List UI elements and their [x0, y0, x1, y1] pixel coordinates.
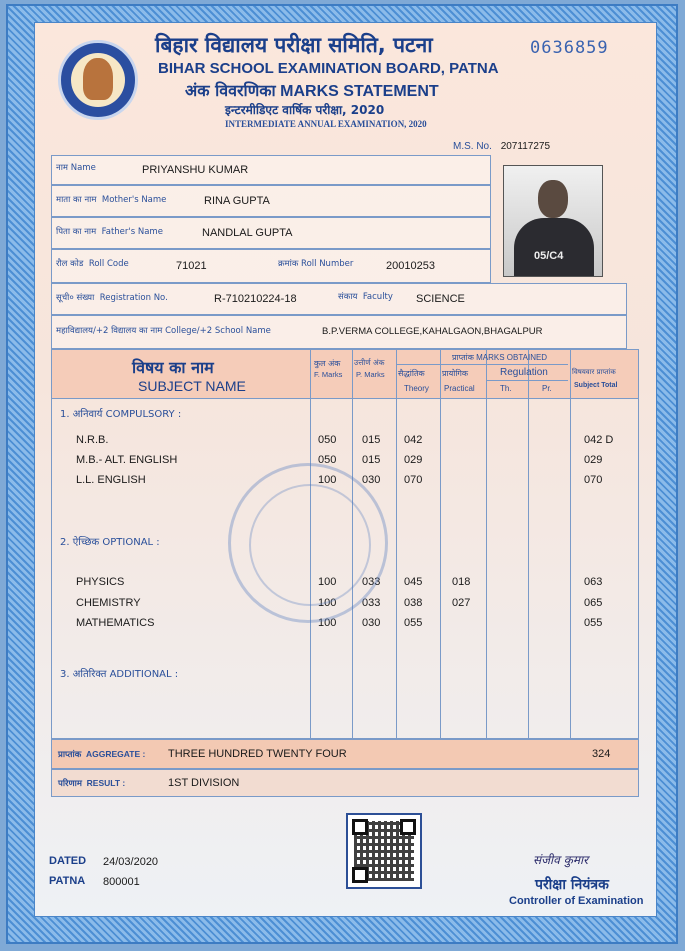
ms-no-label: M.S. No. — [453, 141, 492, 152]
faculty-label-hindi: संकाय — [338, 292, 358, 302]
roll-row — [51, 249, 491, 283]
name-label: Name — [70, 163, 96, 173]
total-header-hindi: विषयवार प्राप्तांक — [572, 368, 616, 376]
board-name-hindi: बिहार विद्यालय परीक्षा समिति, पटना — [155, 33, 433, 57]
obtained-header-hindi: प्राप्तांक — [452, 353, 474, 362]
reg-label-hindi: सूची० संख्या — [56, 293, 95, 303]
college-label-hindi: महाविद्यालय/+2 विद्यालय का नाम — [56, 326, 163, 336]
dated-label: DATED — [49, 855, 87, 867]
optional-section-label: 2. ऐच्छिक OPTIONAL : — [60, 537, 160, 548]
candidate-name: PRIYANSHU KUMAR — [142, 164, 249, 176]
compulsory-section-label: 1. अनिवार्य COMPULSORY : — [60, 409, 182, 420]
regulation-pr-header: Pr. — [542, 384, 552, 393]
reg-label: Registration No. — [99, 293, 168, 303]
exam-name-english: INTERMEDIATE ANNUAL EXAMINATION, 2020 — [225, 119, 427, 129]
roll-number-label-hindi: क्रमांक — [278, 259, 299, 269]
theory-marks: 045 — [404, 576, 423, 588]
theory-marks: 055 — [404, 617, 423, 629]
aggregate-value: 324 — [592, 748, 611, 760]
exam-name-hindi: इन्टरमीडिएट वार्षिक परीक्षा, 2020 — [225, 103, 385, 117]
subject-name: N.R.B. — [76, 434, 109, 446]
roll-code-value: 71021 — [176, 260, 207, 272]
aggregate-label-hindi: प्राप्तांक — [58, 750, 82, 760]
practical-header: Practical — [444, 384, 475, 393]
college-row — [51, 315, 627, 349]
regulation-th-header: Th. — [500, 384, 512, 393]
roll-code-label-hindi: रौल कोड — [56, 259, 84, 269]
subject-header-hindi: विषय का नाम — [132, 358, 214, 377]
pass-marks: 030 — [362, 617, 381, 629]
theory-marks: 042 — [404, 434, 423, 446]
father-row — [51, 217, 491, 249]
subject-total: 070 — [584, 474, 603, 486]
name-row — [51, 155, 491, 185]
board-seal-watermark — [228, 463, 388, 623]
theory-header-hindi: सैद्धांतिक — [398, 369, 425, 378]
pass-marks: 030 — [362, 474, 381, 486]
board-name-english: BIHAR SCHOOL EXAMINATION BOARD, PATNA — [158, 60, 499, 77]
date-value: 24/03/2020 — [103, 856, 159, 868]
pass-marks: 015 — [362, 434, 381, 446]
full-marks-header: F. Marks — [314, 370, 343, 379]
subject-header-english: SUBJECT NAME — [138, 378, 246, 394]
regulation-header: Regulation — [500, 367, 548, 378]
practical-header-hindi: प्रायोगिक — [442, 369, 469, 378]
mother-label-hindi: माता का नाम — [56, 195, 97, 205]
additional-section-label: 3. अतिरिक्त ADDITIONAL : — [60, 669, 179, 680]
aggregate-row — [51, 739, 639, 769]
aggregate-words: THREE HUNDRED TWENTY FOUR — [168, 748, 347, 760]
roll-number-value: 20010253 — [386, 260, 435, 272]
subject-name: PHYSICS — [76, 576, 125, 588]
result-label: RESULT : — [86, 778, 126, 788]
subject-total: 063 — [584, 576, 603, 588]
board-emblem-logo — [58, 40, 138, 120]
mother-name: RINA GUPTA — [204, 195, 270, 207]
pass-marks-header: P. Marks — [356, 370, 385, 379]
roll-code-label: Roll Code — [88, 259, 129, 269]
roll-number-label: Roll Number — [301, 259, 354, 269]
mother-label: Mother's Name — [101, 195, 167, 205]
statement-title-hindi: अंक विवरणिका — [185, 81, 276, 100]
full-marks: 100 — [318, 617, 337, 629]
serial-number: 0636859 — [530, 38, 609, 58]
full-marks: 100 — [318, 576, 337, 588]
subject-name: CHEMISTRY — [76, 597, 141, 609]
full-marks: 100 — [318, 597, 337, 609]
full-marks: 100 — [318, 474, 337, 486]
college-name: B.P.VERMA COLLEGE,KAHALGAON,BHAGALPUR — [322, 326, 543, 337]
subject-total: 055 — [584, 617, 603, 629]
subject-name: L.L. ENGLISH — [76, 474, 146, 486]
father-label-hindi: पिता का नाम — [56, 227, 97, 237]
theory-marks: 029 — [404, 454, 423, 466]
faculty-value: SCIENCE — [416, 293, 465, 305]
controller-signature: संजीव कुमार — [533, 853, 589, 867]
subject-total: 042 D — [584, 434, 614, 446]
practical-marks: 018 — [452, 576, 471, 588]
result-row — [51, 769, 639, 797]
faculty-label: Faculty — [362, 292, 393, 302]
pin-value: 800001 — [103, 876, 140, 888]
marks-statement-sheet — [34, 22, 657, 917]
full-marks: 050 — [318, 434, 337, 446]
theory-marks: 038 — [404, 597, 423, 609]
full-marks: 050 — [318, 454, 337, 466]
theory-marks: 070 — [404, 474, 423, 486]
father-label: Father's Name — [101, 227, 163, 237]
registration-number: R-710210224-18 — [214, 293, 297, 305]
college-label: College/+2 School Name — [165, 326, 271, 336]
mother-row — [51, 185, 491, 217]
obtained-header: MARKS OBTAINED — [476, 353, 548, 362]
subject-name: MATHEMATICS — [76, 617, 155, 629]
pass-marks: 033 — [362, 597, 381, 609]
aggregate-label: AGGREGATE : — [85, 749, 146, 759]
photo-shirt-text: 05/C4 — [534, 250, 564, 262]
subject-total: 029 — [584, 454, 603, 466]
subject-name: M.B.- ALT. ENGLISH — [76, 454, 178, 466]
subject-total: 065 — [584, 597, 603, 609]
full-marks-header-hindi: कुल अंक — [314, 359, 341, 368]
practical-marks: 027 — [452, 597, 471, 609]
result-label-hindi: परिणाम — [58, 779, 82, 789]
pass-marks-header-hindi: उत्तीर्ण अंक — [354, 358, 385, 367]
theory-header: Theory — [404, 384, 429, 393]
ms-no-value: 207117275 — [500, 141, 550, 152]
candidate-photo — [503, 165, 603, 277]
pass-marks: 033 — [362, 576, 381, 588]
total-header: Subject Total — [574, 382, 618, 389]
controller-title: Controller of Examination — [509, 895, 644, 907]
registration-row — [51, 283, 627, 315]
place-label: PATNA — [49, 875, 86, 887]
pass-marks: 015 — [362, 454, 381, 466]
statement-title-english: MARKS STATEMENT — [280, 83, 439, 100]
father-name: NANDLAL GUPTA — [202, 227, 293, 239]
qr-code — [346, 813, 422, 889]
name-label-hindi: नाम — [56, 163, 69, 173]
controller-title-hindi: परीक्षा नियंत्रक — [535, 877, 609, 893]
result-value: 1ST DIVISION — [168, 777, 240, 789]
